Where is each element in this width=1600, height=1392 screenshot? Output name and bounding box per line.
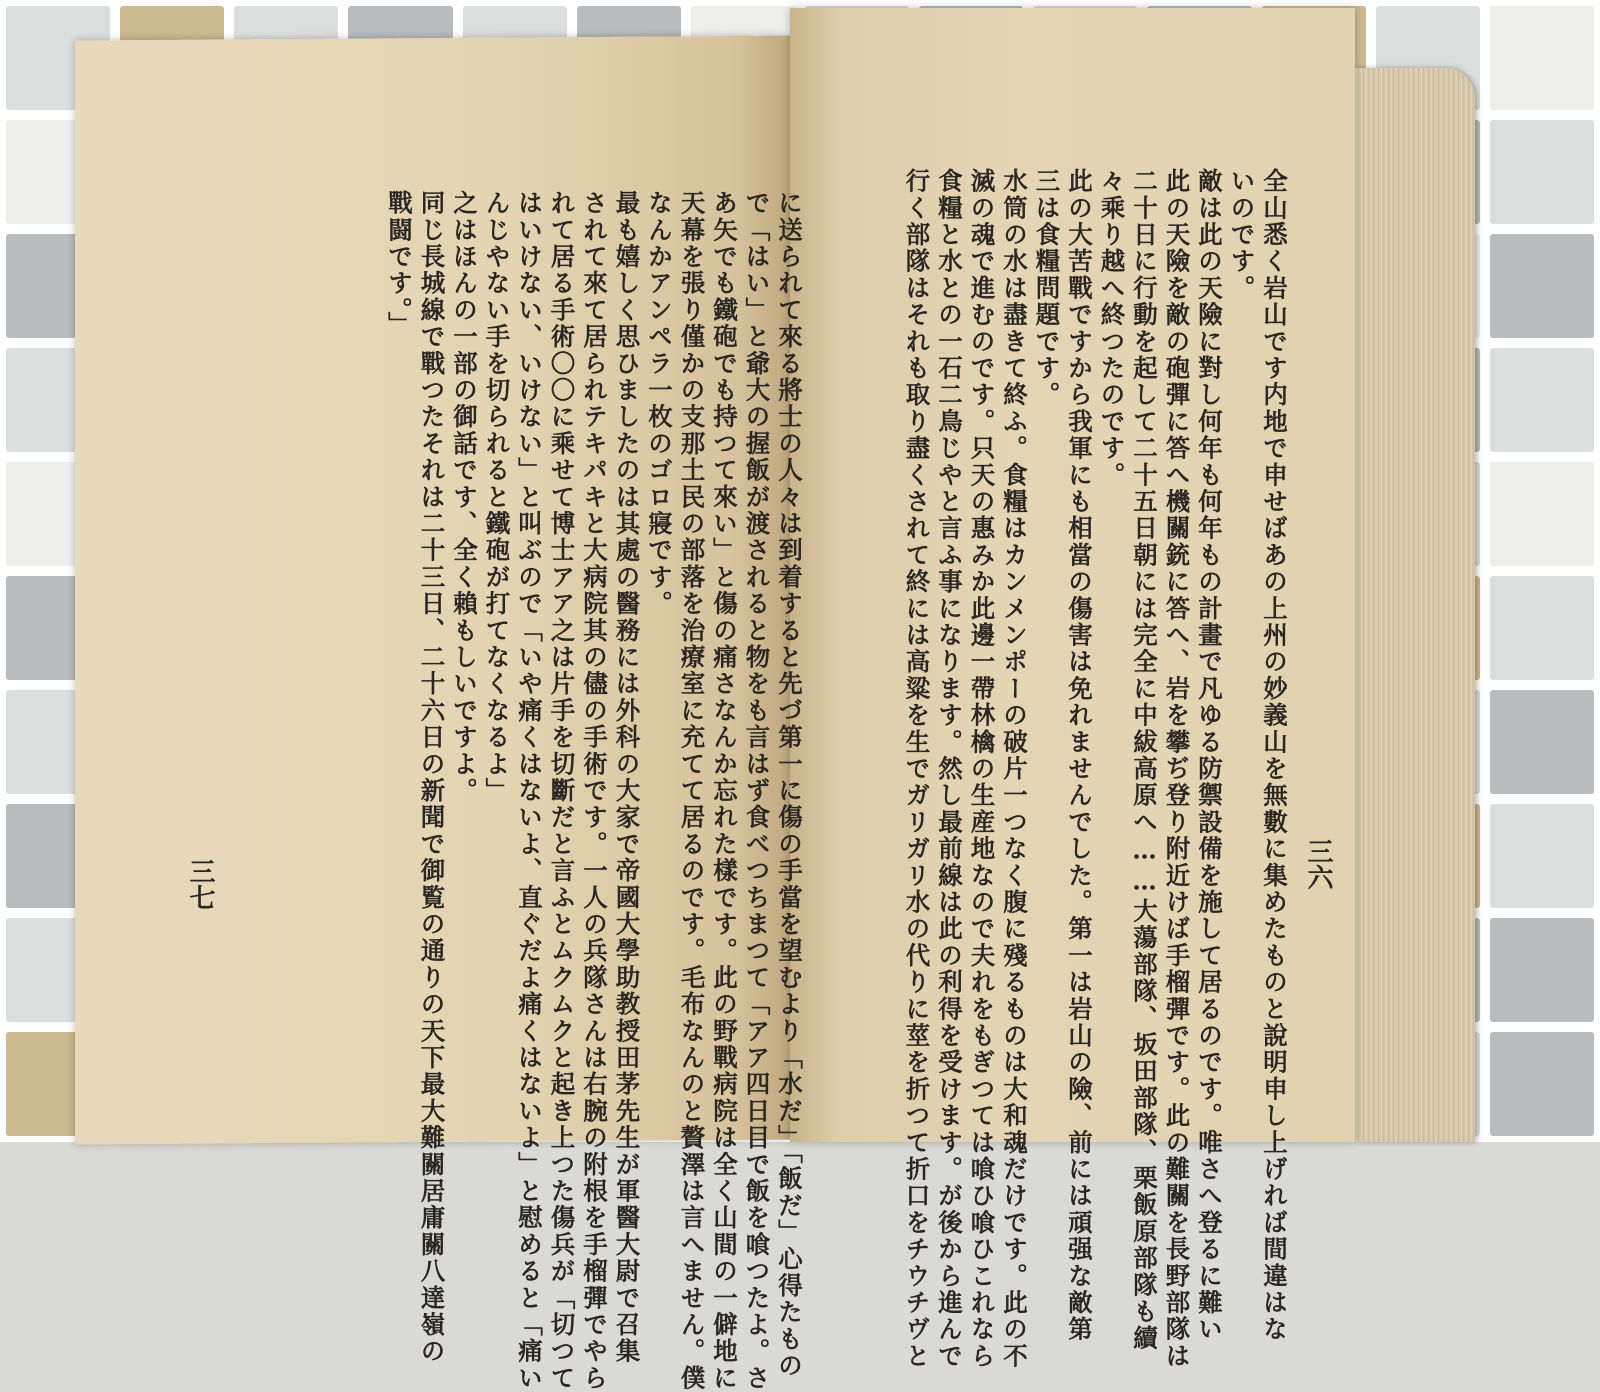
tile — [1490, 804, 1594, 908]
tile — [1490, 690, 1594, 794]
left_page-line: はいけない、いけない」と叫ぶので「いや痛くはないよ、直ぐだよ痛くはないよ」と慰めると「痛い — [515, 190, 544, 1392]
tile — [1490, 348, 1594, 452]
tile — [1490, 120, 1594, 224]
right_page-line: 食糧と水との一石二鳥じやと言ふ事になります。然し最前線は此の利得を受けます。が後から進んで — [935, 168, 964, 1370]
right_page-line: いのです。 — [1227, 168, 1257, 302]
left_page-line: れて居る手術〇〇に乘せて博士アア之は片手を切斷だと言ふとムクムクと起き上つた傷兵が「切つて — [547, 190, 577, 1392]
left_page-line: で「はい」と爺大の握飯が渡されると物をも言はず食べつちまつて「アア四日目で飯を喰つたよ。さ — [742, 190, 772, 1392]
tile — [1490, 918, 1594, 1022]
tile — [1490, 462, 1594, 566]
left_page-line: 最も嬉しく思ひましたのは其處の醫務には外科の大家で帝國大學助教授田茅先生が軍醫大尉で召集 — [612, 190, 642, 1365]
left_page-line: 之はほんの一部の御話です、全く賴もしいですよ。 — [450, 190, 479, 805]
right-page-text — [900, 168, 1290, 1370]
left_page-line: 同じ長城線で戰つたそれは二十三日、二十六日の新聞で御覧の通りの天下最大難關居庸關八達嶺の — [417, 190, 447, 1365]
right_page-line: 行く部隊はそれも取り盡くされて終には高粱を生でガリガリ水の代りに莖を折つて折口をチウチヴと — [902, 168, 932, 1370]
left_page-line: に送られて來る將士の人々は到着すると先づ第一に傷の手當を望むより「水だ」「飯だ」心得たもの — [775, 190, 804, 1380]
right_page-line: 々乘り越へ終つたのです。 — [1097, 168, 1127, 489]
right_page-line: 敵は此の天險に對し何年も何年もの計畫で凡ゆる防禦設備を施して居るのです。唯さへ登るに難い — [1195, 168, 1224, 1343]
left_page-line: 戰闘です。」 — [385, 190, 414, 338]
tile — [1490, 576, 1594, 680]
right_page-line: 全山悉く岩山です内地で申せばあの上州の妙義山を無數に集めたものと說明申し上げれば間違はな — [1260, 168, 1289, 1343]
left-page-text — [383, 190, 806, 1392]
left_page-line: 天幕を張り僅かの支那土民の部落を治療室に充てて居るのです。毛布なんのと贅澤は言へません。僕 — [677, 190, 707, 1392]
right_page-line: 滅の魂で進むのです。只天の惠みか此邊一帶林檎の生産地なので夫れをもぎつては喰ひ喰ひこれなら — [967, 168, 997, 1370]
left_page-line: あ矢でも鐵砲でも持つて來い」と傷の痛さなんか忘れた樣です。此の野戰病院は全く山間の一僻地に — [710, 190, 739, 1392]
page-block-edge — [1355, 68, 1475, 1142]
tile — [1490, 6, 1594, 110]
right_page-line: 此の大苦戰ですから我軍にも相當の傷害は免れませんでした。第一は岩山の險、前には頑强な敵第 — [1065, 168, 1094, 1343]
right_page-line: 水筒の水は盡きて終ふ。食糧はカンメンポーの破片一つなく腹に殘るものは大和魂だけです。此の不 — [1000, 168, 1029, 1370]
tile — [1490, 234, 1594, 338]
right-page-number: 三六 — [1303, 838, 1333, 890]
left_page-line: んじやない手を切られると鐵砲が打てなくなるよ」 — [482, 190, 512, 805]
right_page-line: 二十日に行動を起して二十五日朝には完全に中紱高原へ……大蕩部隊、坂田部隊、栗飯原部隊も續 — [1130, 168, 1159, 1352]
right_page-line: 三は食糧問題です。 — [1032, 168, 1062, 409]
tile — [1490, 1032, 1594, 1136]
left-page-number: 三七 — [185, 858, 215, 910]
left_page-line: なんかアンペラ一枚のゴロ寢です。 — [645, 190, 674, 618]
right_page-line: 此の天險を敵の砲彈に答へ機關銃に答へ、岩を攀ぢ登り附近けば手榴彈です。此の難關を長野部隊は — [1162, 168, 1192, 1370]
left_page-line: されて來て居られテキパキと大病院其の儘の手術です。一人の兵隊さんは右腕の附根を手榴彈でやら — [580, 190, 609, 1392]
